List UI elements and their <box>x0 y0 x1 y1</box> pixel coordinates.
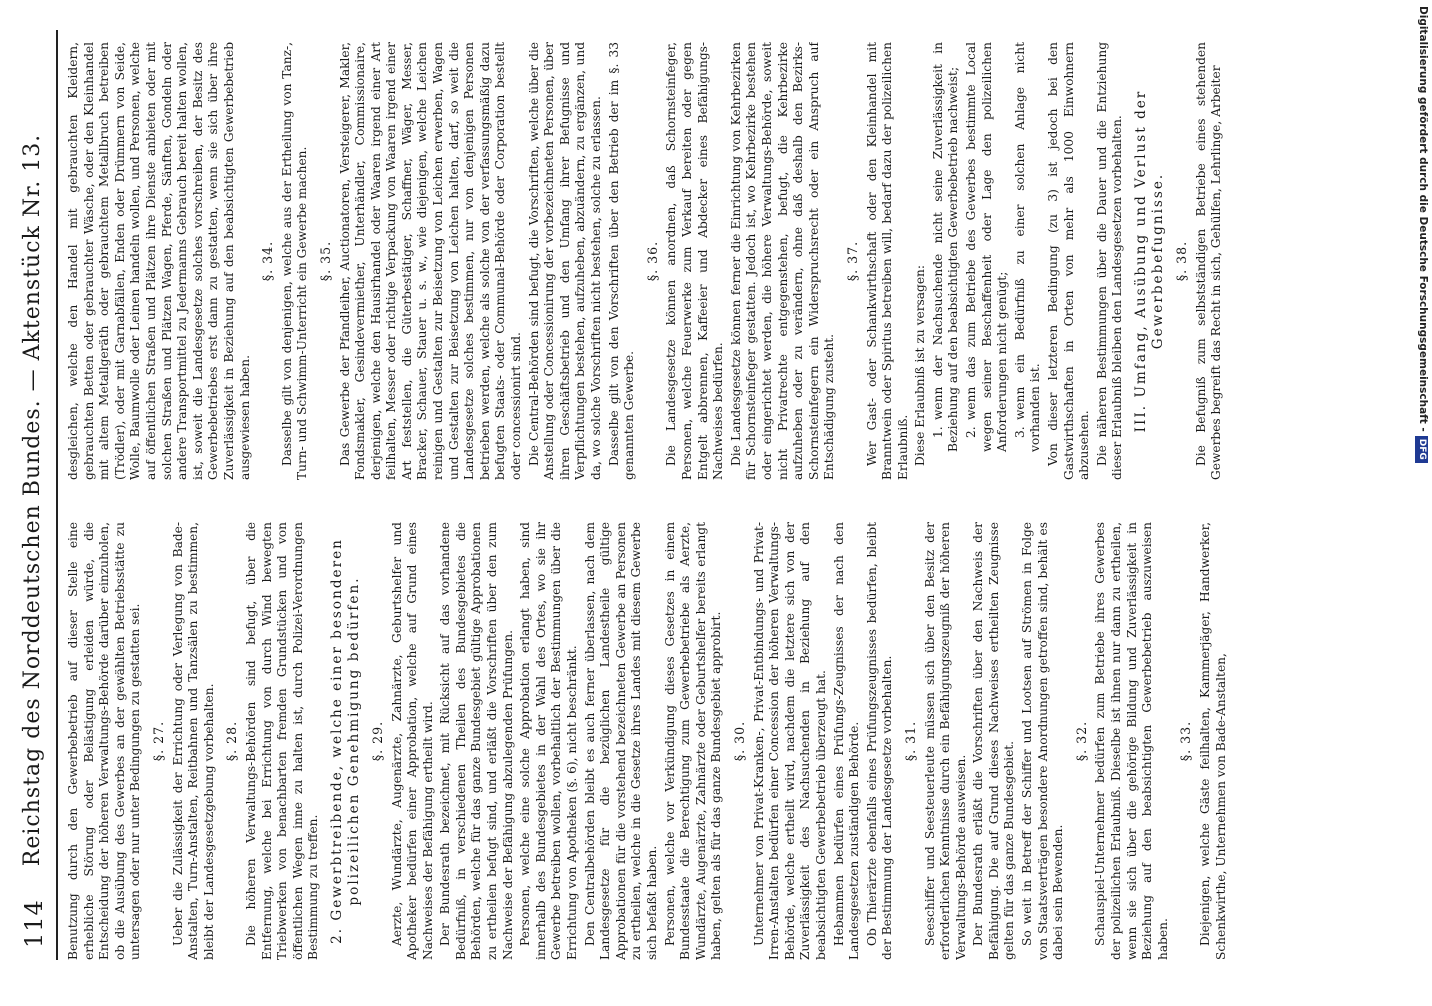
paragraph: Der Bundesrath erläßt die Vorschriften über den Nachweis der Befähigung. Die auf Grund dieses Nachweises ertheilten Zeugnisse gelten für das ganze Bundesgebiet. <box>971 522 1017 960</box>
section-heading-35: §. 35. <box>317 240 333 282</box>
section-heading-30: §. 30. <box>731 720 747 762</box>
page-header <box>18 0 58 1000</box>
list-item <box>931 42 962 480</box>
credit-text: Digitalisierung gefördert durch die Deutsche Forschungsgemeinschaft - <box>1417 6 1429 432</box>
paragraph: Diejenigen, welche Gäste feilhalten, Kammerjäger, Handwerker, Schenkwirthe, Unternehmen von Bade-Anstalten, <box>1198 522 1228 960</box>
paragraph: Die näheren Bestimmungen über die Dauer und die Entziehung dieser Erlaubniß bleiben den Landesgesetzen vorbehalten. <box>1094 42 1125 480</box>
paragraph: Schauspiel-Unternehmer bedürfen zum Betriebe ihres Gewerbes der polizeilichen Erlaubniß. Dieselbe ist ihnen nur dann zu ertheilen, wenn sie sich über die gehörige Bildung und Zuverlässigkeit in Beziehung auf den beabsichtigten Gewerbebetrieb auszuweisen haben. <box>1093 522 1170 960</box>
list-item-number: 2. <box>964 426 979 438</box>
header-rule <box>56 30 58 960</box>
paragraph: Ob Thierärzte ebenfalls eines Prüfungszeugnisses bedürfen, bleibt der Bestimmung der Landesgesetze vorbehalten. <box>864 522 895 960</box>
paragraph: Ueber die Zulässigkeit der Errichtung oder Verlegung von Bade-Anstalten, Turn-Anstalten, Reitbahnen und Tanzsälen zu bestimmen, bleibt der Landesgesetzgebung vorbehalten. <box>170 522 216 960</box>
paragraph: Die Befugniß zum selbstständigen Betriebe eines stehenden Gewerbes begreift das Recht in sich, Gehülfen, Lehrlinge, Arbeiter <box>1193 42 1224 480</box>
section-heading-31: §. 31. <box>902 720 918 762</box>
section-heading-37: §. 37. <box>844 240 860 282</box>
section-heading-27: §. 27. <box>150 720 166 762</box>
paragraph: Wer Gast- oder Schankwirthschaft oder den Kleinhandel mit Branntwein oder Spiritus betreiben will, bedarf dazu der polizeilichen Erlaubniß. <box>864 42 910 480</box>
section-heading-38: §. 38. <box>1174 240 1189 282</box>
paragraph: Unternehmer von Privat-Kranken-, Privat-Entbindungs- und Privat-Irren-Anstalten bedürfen einer Concession der höheren Verwaltungs-Behörde, welche ertheilt wird, nachdem die letztere sich von der Zuverlässigkeit des Nachsuchenden in Beziehung auf den beabsichtigten Gewerbebetrieb überzeugt hat. <box>751 522 828 960</box>
right-column <box>66 42 1396 480</box>
paragraph: Der Bundesrath bezeichnet, mit Rücksicht auf das vorhandene Bedürfniß, in verschiedenen Theilen des Bundesgebietes die Behörden, welche für das ganze Bundesgebiet gültige Approbationen zu ertheilen befugt sind, und erläßt die Vorschriften über den zum Nachweise der Befähigung abzulegenden Prüfungen. <box>438 522 515 960</box>
list-item-text: wenn ein Bedürfniß zu einer solchen Anlage nicht vorhanden ist. <box>1012 42 1043 452</box>
paragraph: So weit in Betreff der Schiffer und Lootsen auf Strömen in Folge von Staatsverträgen besondere Anordnungen getroffen sind, behält es dabei sein Bewenden. <box>1020 522 1066 960</box>
list-item-text: wenn das zum Betriebe des Gewerbes bestimmte Local wegen seiner Beschaffenheit oder Lage den polizeilichen Anforderungen nicht genügt; <box>964 42 1010 452</box>
paragraph: Benutzung durch den Gewerbebetrieb auf dieser Stelle eine erhebliche Störung oder Belästigung erleiden würde, die Entscheidung der höheren Verwaltungs-Behörde darüber einzuholen, ob die Ausübung des Gewerbes an der gewählten Betriebsstätte zu untersagen oder nur unter Bedingungen zu gestatten sei. <box>66 522 143 960</box>
paragraph: Seeschiffer und Seesteuerleute müssen sich über den Besitz der erforderlichen Kenntnisse durch ein Befähigungszeugniß der höheren Verwaltungs-Behörde ausweisen. <box>922 522 968 960</box>
paragraph: Die höheren Verwaltungs-Behörden sind befugt, über die Entfernung, welche bei Errichtung von durch Wind bewegten Triebwerken von benachbarten fremden Grundstücken und von öffentlichen Wegen inne zu halten ist, durch Polizei-Verordnungen Bestimmung zu treffen. <box>243 522 321 960</box>
list-item-text: wenn der Nachsuchende nicht seine Zuverlässigkeit in Beziehung auf den beabsichtigten Gewerbebetrieb nachweist; <box>930 42 961 452</box>
paragraph: Das Gewerbe der Pfandleiher, Auctionatoren, Versteigerer, Makler, Fondsmakler, Gesindevermiether, Unterhändler, Commissionaire, derjenigen, welche den Hausirhandel oder Waaren irgend einer Art feilhalten, Messer oder richtige Verpackung von Waaren irgend einer Art feststellen, die Güterbestätiger, Schaffner, Wäger, Messer, Bracker, Schauer, Stauer u. s. w., wie diejenigen, welche Leichen reinigen und Gestalten zur Beisetzung von Leichen erwerben, Wagen und Gestalten zur Beisetzung von Leichen halten, darf, so weit die Landesgesetze solches bestimmen, nur von denjenigen Personen betrieben werden, welche als solche von der verfassungsmäßig dazu befugten Staats- oder Communal-Behörde oder Corporation bestellt oder concessionirt sind. <box>337 42 524 480</box>
page-number: 114 <box>20 899 48 948</box>
paragraph: Den Centralbehörden bleibt es auch ferner überlassen, nach dem Landesgesetze für die bezüglichen Landestheile gültige Approbationen für die vorstehend bezeichneten Gewerbe an Personen zu ertheilen, welche in die Gesetze ihres Landes mit diesem Gewerbe sich befaßt haben. <box>582 522 659 960</box>
section-heading-34: §. 34. <box>260 240 276 282</box>
list-item-number: 1. <box>930 426 945 438</box>
paragraph: Aerzte, Wundärzte, Augenärzte, Zahnärzte, Geburtshelfer und Apotheker bedürfen einer Approbation, welche auf Grund eines Nachweises der Befähigung ertheilt wird. <box>389 522 435 960</box>
list-item-number: 3. <box>1012 426 1027 438</box>
left-column <box>66 522 1396 960</box>
running-head: Reichstag des Norddeutschen Bundes. — Aktenstück Nr. 13. <box>20 133 45 867</box>
section-heading-28: §. 28. <box>224 720 240 762</box>
section-heading-29: §. 29. <box>369 720 385 762</box>
dfg-badge: DFG <box>1415 436 1428 463</box>
digitization-credit <box>1414 0 1432 1000</box>
paragraph: Dasselbe gilt von denjenigen, welche aus der Ertheilung von Tanz-, Turn- und Schwimm-Unterricht ein Gewerbe machen. <box>279 42 310 480</box>
section-heading-33: §. 33. <box>1178 720 1194 762</box>
paragraph: Diese Erlaubniß ist zu versagen: <box>913 264 928 466</box>
paragraph: Dasselbe gilt von den Vorschriften über den Betrieb der im §. 33 genannten Gewerbe. <box>606 42 637 480</box>
list-item <box>1013 42 1044 480</box>
paragraph: desgleichen, welche den Handel mit gebrauchten Kleidern, gebrauchten Betten oder gebrauchter Wäsche, oder den Kleinhandel mit altem Metallgeräth oder gebrauchtem Metallbruch betreiben (Trödler), oder mit Garnabfällen, Enden oder Drümmern von Seide, Wolle, Baumwolle oder Leinen handeln wollen, und Personen, welche auf öffentlichen Straßen und Plätzen ihre Dienste anbieten oder mit solchen Straßen und Plätzen Wagen, Pferde, Sänften, Gondeln oder andere Transportmittel zu Jedermanns Gebrauch bereit halten wollen, ist, soweit die Landesgesetze solches vorschreiben, der Besitz des Gewerbebetriebes erst dann zu gestatten, wenn sie sich über ihre Zuverlässigkeit in Beziehung auf den beabsichtigten Gewerbebetrieb ausgewiesen haben. <box>66 42 252 480</box>
subheading-2: 2. Gewerbtreibende, welche einer besonderen polizeilichen Genehmigung bedürfen. <box>328 538 362 944</box>
paragraph: Personen, welche vor Verkündigung dieses Gesetzes in einem Bundesstaate die Berechtigung zum Gewerbebetriebe als Aerzte, Wundärzte, Augenärzte, Zahnärzte oder Geburtshelfer bereits erlangt haben, gelten als für das ganze Bundesgebiet approbirt. <box>662 522 724 960</box>
paragraph: Die Landesgesetze können anordnen, daß Schornsteinfeger, Personen, welche Feuerwerke zum Verkauf bereiten oder gegen Entgelt abbrennen, Kaffeeier und Abdecker eines Befähigungs-Nachweises bedürfen. <box>664 42 726 480</box>
section-heading-36: §. 36. <box>644 240 660 282</box>
paragraph: Die Landesgesetze können ferner die Einrichtung von Kehrbezirken für Schornsteinfeger gestatten. Jedoch ist, wo Kehrbezirke bestehen oder eingerichtet werden, die höhere Verwaltungs-Behörde, soweit nicht Privatrechte entgegenstehen, befugt, die Kehrbezirke aufzuheben oder zu verändern, ohne daß deshalb den Bezirks-Schornsteinfegern ein Widerspruchsrecht oder ein Anspruch auf Entschädigung zusteht. <box>728 42 837 480</box>
paragraph: Von dieser letzteren Bedingung (zu 3) ist jedoch bei den Gastwirthschaften in Orten von mehr als 1000 Einwohnern abzusehen. <box>1046 42 1092 480</box>
subheading-3: III. Umfang, Ausübung und Verlust der Gewerbebefugnisse. <box>1133 89 1166 433</box>
section-heading-32: §. 32. <box>1073 720 1089 762</box>
paragraph: Personen, welche eine solche Approbation erlangt haben, sind innerhalb des Bundesgebietes in der Wahl des Ortes, wo sie ihr Gewerbe betreiben wollen, vorbehaltlich der Bestimmungen über die Errichtung von Apotheken (§. 6), nicht beschränkt. <box>518 522 580 960</box>
paragraph: Die Central-Behörden sind befugt, die Vorschriften, welche über die Anstellung oder Concessionirung der vorbezeichneten Personen, über ihren Geschäftsbetrieb und den Umfang ihrer Befugnisse und Verpflichtungen bestehen, aufzuheben, abzuändern, zu ergänzen, und da, wo solche Vorschriften nicht bestehen, solche zu erlassen. <box>526 42 603 480</box>
paragraph: Hebammen bedürfen eines Prüfungs-Zeugnisses der nach den Landesgesetzen zuständigen Behörde. <box>831 522 862 960</box>
list-item <box>964 42 1011 480</box>
